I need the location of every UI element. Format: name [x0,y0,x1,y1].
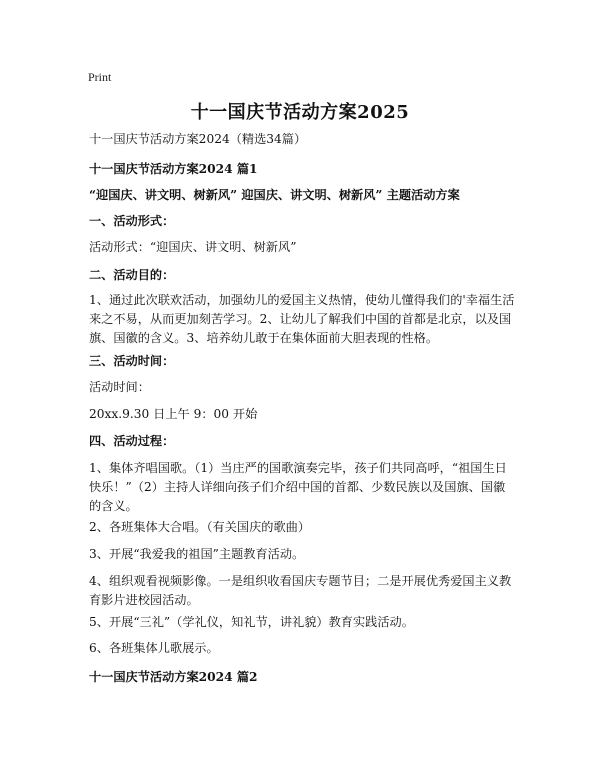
form-text: 活动形式：“迎国庆、讲文明、树新风” [89,240,297,254]
process-item-6: 6、各班集体儿歌展示。 [89,641,219,655]
process-item-3: 3、开展“我爱我的祖国”主题教育活动。 [89,547,305,561]
purpose-text: 1、通过此次联欢活动，加强幼儿的爱国主义热情，使幼儿懂得我们的'幸福生活来之不易，从而更加刻苦学习。2、让幼儿了解我们中国的首都是北京，以及国旗、国徽的含义。3、培养幼儿敢于在集体面前大胆表现的性格。 [89,293,515,345]
time-value: 20xx.9.30 日上午 9：00 开始 [89,407,258,421]
document-title: 十一国庆节活动方案2025 [190,102,410,123]
time-label: 活动时间： [89,380,150,394]
section-heading-2: 十一国庆节活动方案2024 篇2 [89,670,258,684]
subtitle-line: 十一国庆节活动方案2024（精选34篇） [89,132,307,146]
heading-form: 一、活动形式： [89,214,175,228]
heading-time: 三、活动时间： [89,354,175,368]
heading-purpose: 二、活动目的： [89,268,175,282]
section-heading-1: 十一国庆节活动方案2024 篇1 [89,162,258,176]
process-item-2: 2、各班集体大合唱。（有关国庆的歌曲） [89,520,311,534]
heading-process: 四、活动过程： [89,434,175,448]
theme-heading: “迎国庆、讲文明、树新风” 迎国庆、讲文明、树新风” 主题活动方案 [89,188,460,202]
process-item-5: 5、开展“三礼”（学礼仪，知礼节，讲礼貌）教育实践活动。 [89,615,414,629]
process-item-4: 4、组织观看视频影像。一是组织收看国庆专题节目；二是开展优秀爱国主义教育影片进校园活动。 [89,574,512,607]
process-item-1: 1、集体齐唱国歌。（1）当庄严的国歌演奏完毕，孩子们共同高呼，“祖国生日快乐！”（2）主持人详细向孩子们介绍中国的首都、少数民族以及国旗、国徽的含义。 [89,461,507,513]
print-label: Print [88,70,112,84]
